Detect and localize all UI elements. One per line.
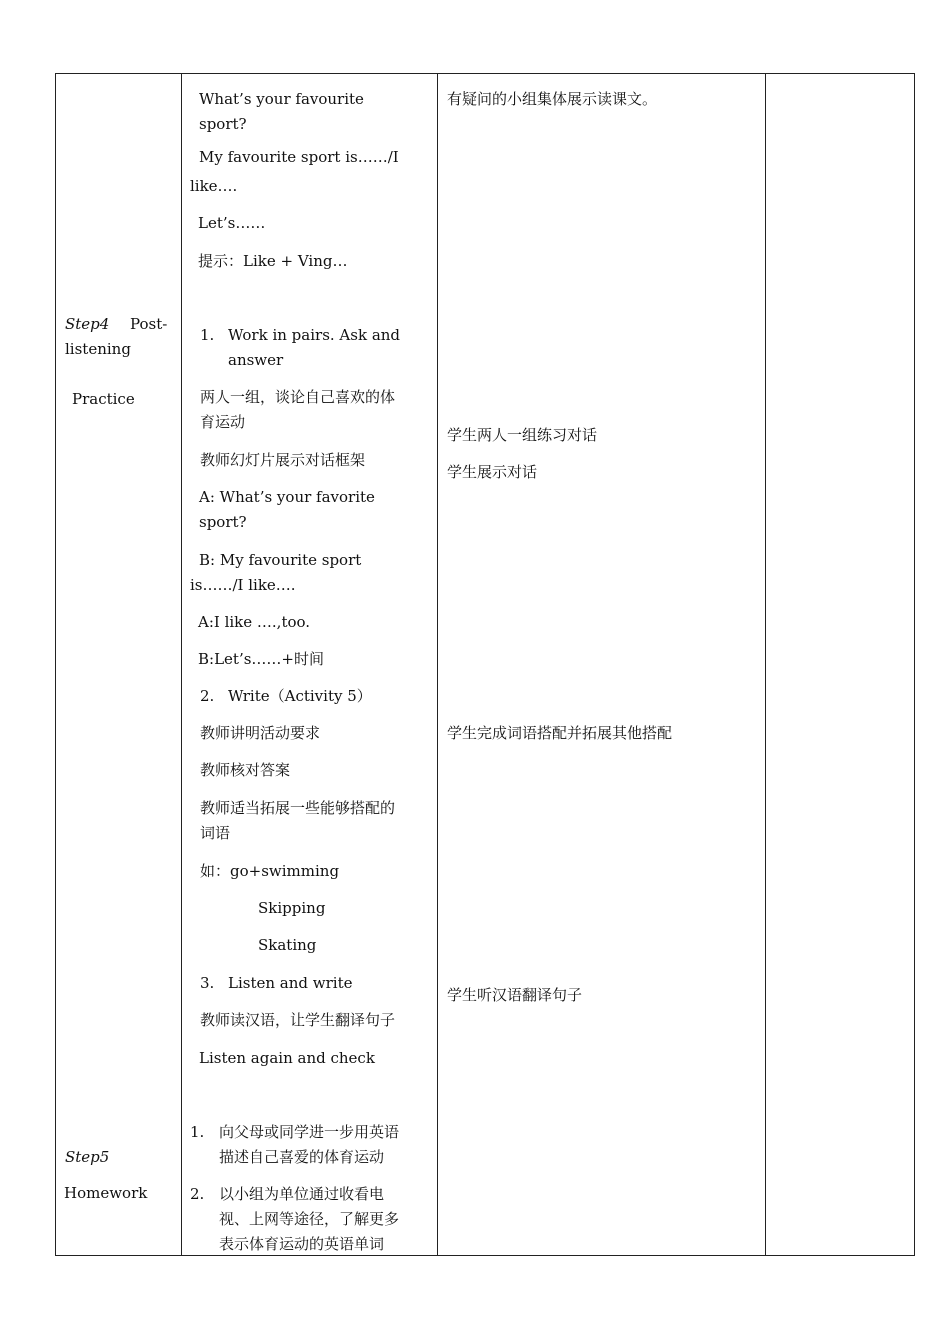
step4-practice: Practice (72, 390, 135, 408)
example-skating: Skating (258, 936, 317, 954)
dialog-a1-cont: sport? (199, 513, 247, 531)
column-divider (437, 74, 438, 1255)
step4-post: Post- (130, 315, 168, 333)
dialog-a2: A:I like ….,too. (198, 613, 311, 631)
student-show-dialog: 学生展示对话 (447, 463, 538, 481)
write-check: 教师核对答案 (200, 761, 291, 779)
slides-text: 教师幻灯片展示对话框架 (200, 451, 366, 469)
listen-number: 3. (200, 974, 215, 992)
pairwork-number: 1. (200, 326, 215, 344)
step4-listening: listening (65, 340, 131, 358)
pairwork-instruction: Work in pairs. Ask and (228, 326, 401, 344)
write-requirements: 教师讲明活动要求 (200, 724, 321, 742)
step4-label: Step4 (65, 315, 110, 333)
student-translate: 学生听汉语翻译句子 (447, 986, 583, 1004)
dialog-a1: A: What’s your favorite (199, 488, 375, 506)
lets-sentence: Let’s…… (198, 214, 266, 232)
step5-homework: Homework (64, 1184, 148, 1202)
example-skipping: Skipping (258, 899, 326, 917)
example-line: 如：go+swimming (200, 862, 340, 880)
listen-again: Listen again and check (199, 1049, 375, 1067)
column-divider (181, 74, 182, 1255)
write-title: Write（Activity 5） (228, 687, 372, 705)
write-number: 2. (200, 687, 215, 705)
homework1-text-cont: 描述自己喜爱的体育运动 (219, 1148, 385, 1166)
pairwork-chinese-cont: 育运动 (200, 413, 246, 431)
homework2-number: 2. (190, 1185, 205, 1203)
write-extend: 教师适当拓展一些能够搭配的 (200, 799, 396, 817)
homework2-text-cont: 视、上网等途径，了解更多 (219, 1210, 400, 1228)
write-extend-cont: 词语 (200, 824, 231, 842)
dialog-b1: B: My favourite sport (199, 551, 362, 569)
lesson-plan-table (55, 73, 915, 1256)
homework1-text: 向父母或同学进一步用英语 (219, 1123, 400, 1141)
step5-label: Step5 (65, 1148, 110, 1166)
student-pair-practice: 学生两人一组练习对话 (447, 426, 598, 444)
dialog-b2: B:Let’s……+时间 (198, 650, 324, 668)
sample-question: What’s your favourite (199, 90, 364, 108)
listen-chinese: 教师读汉语，让学生翻译句子 (200, 1011, 396, 1029)
homework2-text: 以小组为单位通过收看电 (219, 1185, 385, 1203)
pairwork-chinese: 两人一组，谈论自己喜欢的体 (200, 388, 396, 406)
student-collocation: 学生完成词语搭配并拓展其他搭配 (447, 724, 673, 742)
sample-answer: My favourite sport is……/I (199, 148, 399, 166)
student-group-read: 有疑问的小组集体展示读课文。 (447, 90, 658, 108)
dialog-b1-cont: is……/I like…. (190, 576, 296, 594)
pairwork-instruction-cont: answer (228, 351, 284, 369)
column-divider (765, 74, 766, 1255)
listen-title: Listen and write (228, 974, 353, 992)
hint-text: 提示：Like + Ving… (198, 252, 348, 270)
sample-answer-cont: like…. (190, 177, 238, 195)
sample-question-cont: sport? (199, 115, 247, 133)
homework2-text-cont: 表示体育运动的英语单词 (219, 1235, 385, 1253)
homework1-number: 1. (190, 1123, 205, 1141)
